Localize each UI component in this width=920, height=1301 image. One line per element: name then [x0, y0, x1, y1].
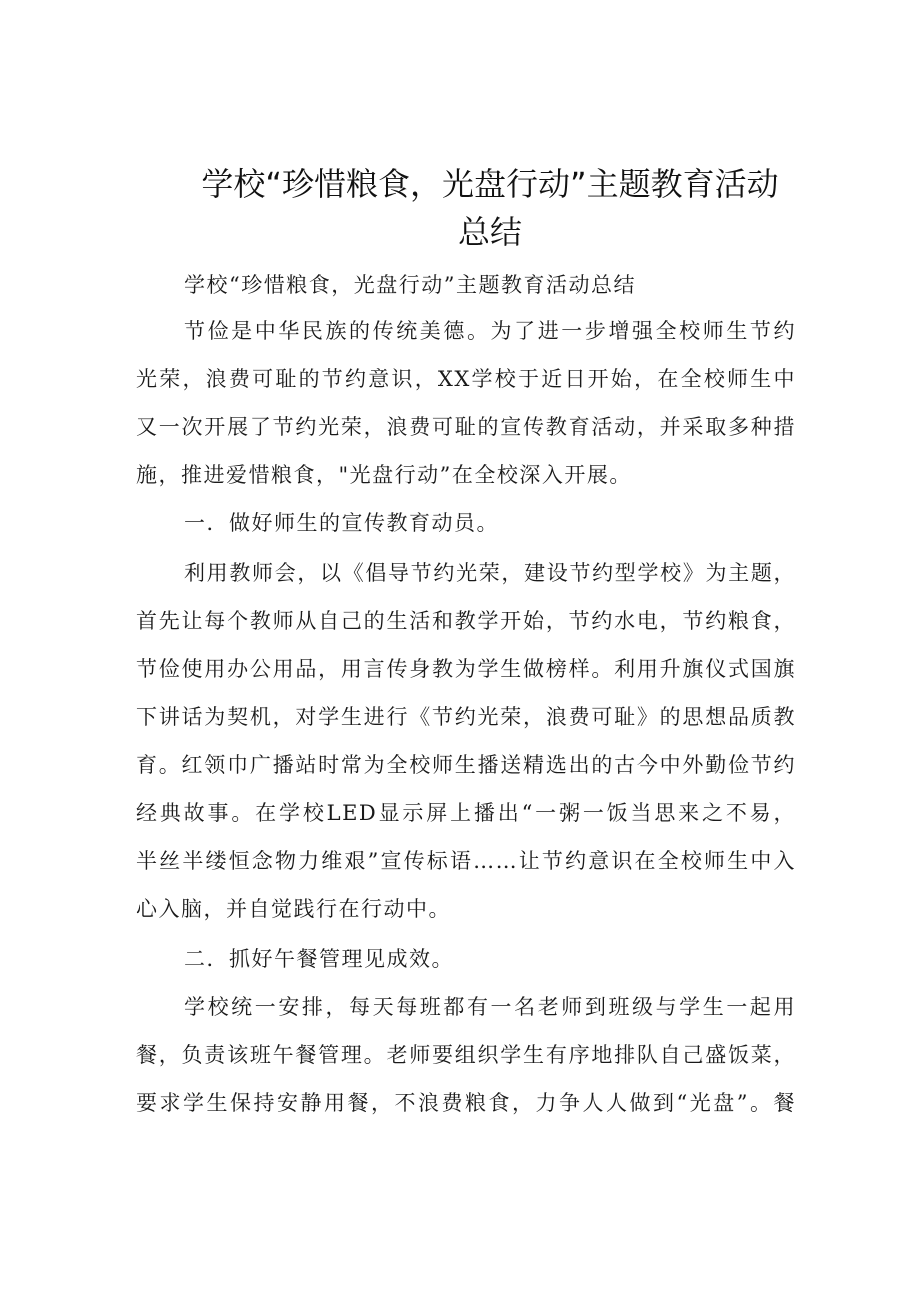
- document-title-line-2: 总结: [457, 213, 522, 251]
- paragraph-line: 心入脑，并自觉践行在行动中。: [136, 897, 451, 921]
- section-heading-2: 二．抓好午餐管理见成效。: [184, 947, 454, 971]
- paragraph-line: 施，推进爱惜粮食，"光盘行动”在全校深入开展。: [136, 463, 632, 487]
- paragraph-line: 学校统一安排，每天每班都有一名老师到班级与学生一起用: [184, 995, 796, 1019]
- paragraph-line: 经典故事。在学校LED显示屏上播出“一粥一饭当思来之不易，: [136, 801, 796, 825]
- paragraph-line: 利用教师会，以《倡导节约光荣，建设节约型学校》为主题，: [184, 561, 796, 585]
- paragraph-line: 光荣，浪费可耻的节约意识，XX学校于近日开始，在全校师生中: [136, 367, 796, 391]
- section-heading-1: 一．做好师生的宣传教育动员。: [184, 511, 499, 535]
- paragraph-line: 节俭使用办公用品，用言传身教为学生做榜样。利用升旗仪式国旗: [136, 657, 796, 681]
- paragraph-line: 餐，负责该班午餐管理。老师要组织学生有序地排队自己盛饭菜，: [136, 1043, 796, 1067]
- paragraph-line: 节俭是中华民族的传统美德。为了进一步增强全校师生节约: [184, 319, 796, 343]
- subtitle-line: 学校“珍惜粮食，光盘行动”主题教育活动总结: [184, 273, 636, 297]
- paragraph-line: 要求学生保持安静用餐，不浪费粮食，力争人人做到“光盘”。餐: [136, 1091, 796, 1115]
- paragraph-line: 下讲话为契机，对学生进行《节约光荣，浪费可耻》的思想品质教: [136, 705, 796, 729]
- paragraph-line: 首先让每个教师从自己的生活和教学开始，节约水电，节约粮食，: [136, 609, 796, 633]
- paragraph-line: 又一次开展了节约光荣，浪费可耻的宣传教育活动，并采取多种措: [136, 415, 796, 439]
- paragraph-line: 半丝半缕恒念物力维艰”宣传标语……让节约意识在全校师生中入: [136, 849, 796, 873]
- document-title-line-1: 学校“珍惜粮食，光盘行动”主题教育活动: [201, 165, 779, 203]
- paragraph-line: 育。红领巾广播站时常为全校师生播送精选出的古今中外勤俭节约: [136, 753, 796, 777]
